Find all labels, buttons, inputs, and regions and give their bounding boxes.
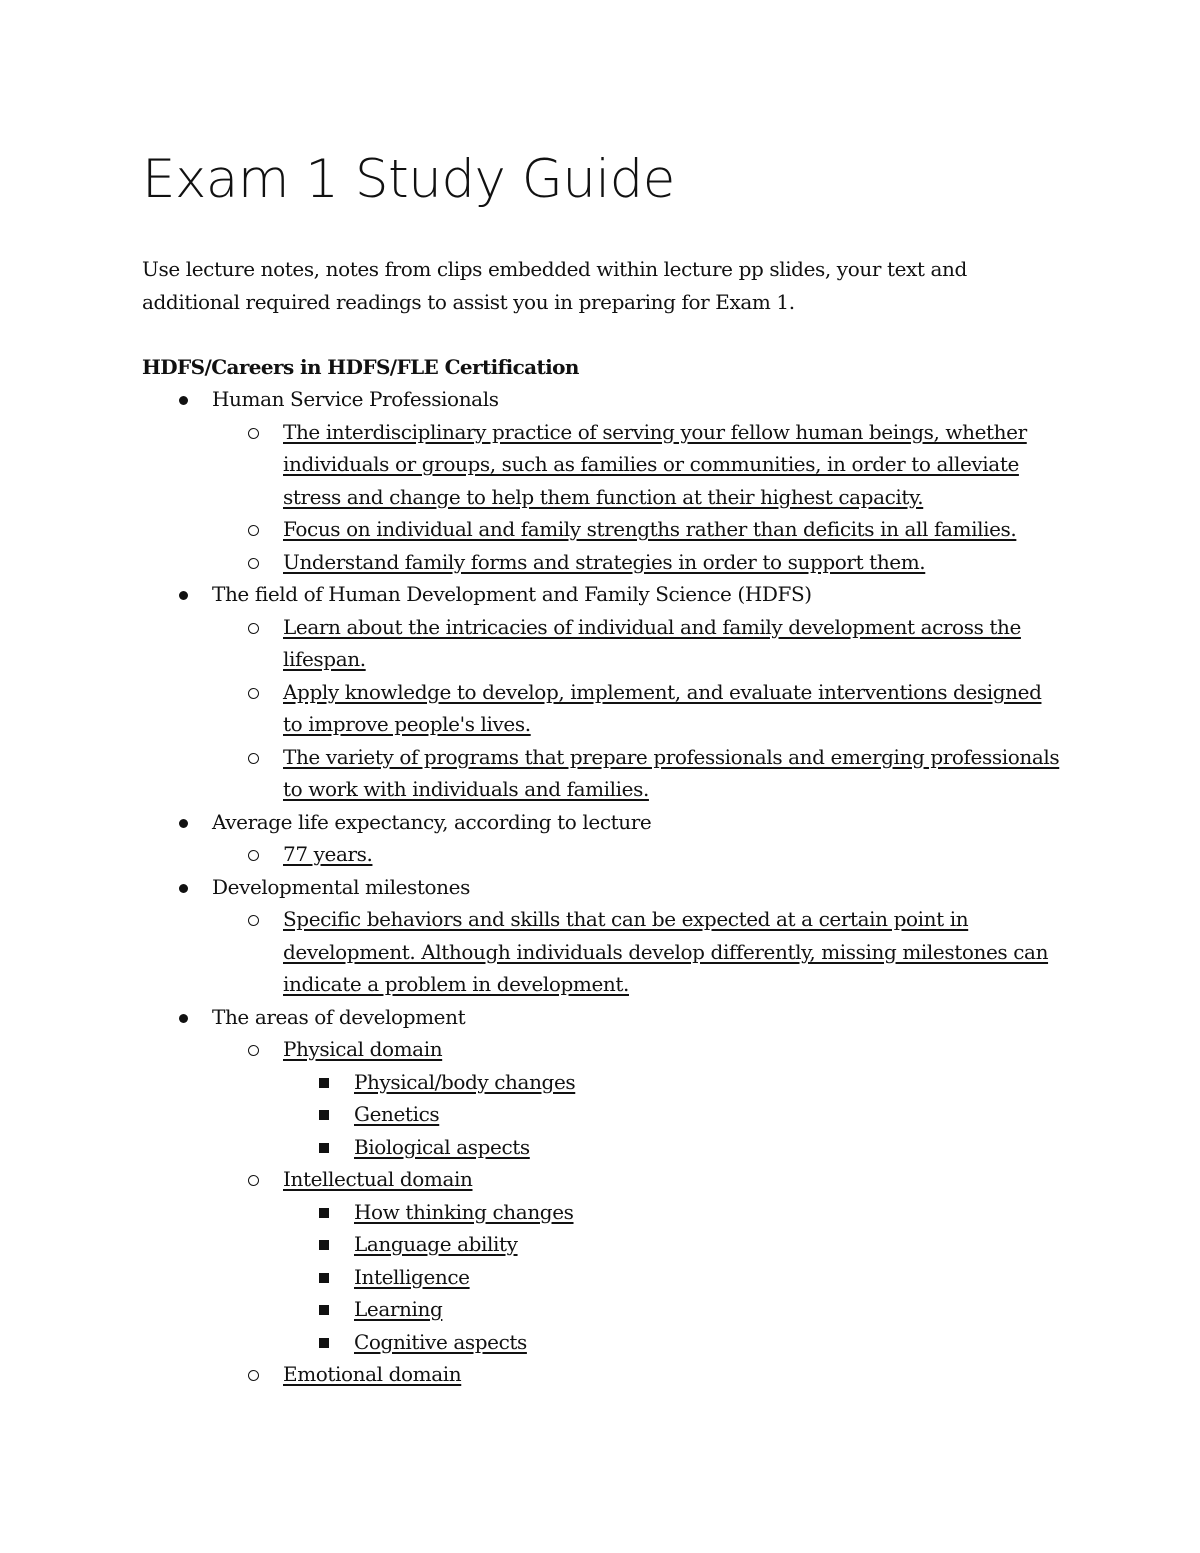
subtopic-list [212,838,1062,871]
square-bullet-icon [319,1208,329,1218]
disc-bullet-icon [179,819,188,828]
square-bullet-icon [319,1273,329,1283]
detail-label: Genetics [354,1102,440,1126]
topic-item [142,578,1062,806]
detail-item [283,1066,1062,1099]
subtopic-list [212,416,1062,579]
section-heading: HDFS/Careers in HDFS/FLE Certification [142,354,579,379]
subtopic-label: Intellectual domain [283,1167,473,1191]
intro-paragraph: Use lecture notes, notes from clips embedded within lecture pp slides, your text and additional required readings to assist you in preparing for Exam 1. [142,257,967,314]
circle-bullet-icon [248,688,259,699]
topic-list [142,383,1062,1391]
disc-bullet-icon [179,396,188,405]
square-bullet-icon [319,1110,329,1120]
subtopic-item [212,546,1062,579]
topic-item [142,1001,1062,1391]
square-bullet-icon [319,1143,329,1153]
square-bullet-icon [319,1305,329,1315]
circle-bullet-icon [248,1370,259,1381]
subtopic-label: Focus on individual and family strengths rather than deficits in all families. [283,517,1017,541]
disc-bullet-icon [179,591,188,600]
subtopic-item [212,903,1062,1001]
subtopic-label: Physical domain [283,1037,443,1061]
circle-bullet-icon [248,1175,259,1186]
detail-label: Language ability [354,1232,518,1256]
subtopic-item [212,513,1062,546]
subtopic-item [212,741,1062,806]
detail-label: Learning [354,1297,443,1321]
circle-bullet-icon [248,915,259,926]
document-body [142,253,1062,1391]
circle-bullet-icon [248,623,259,634]
topic-label: Human Service Professionals [212,387,499,411]
detail-item [283,1326,1062,1359]
detail-item [283,1228,1062,1261]
disc-bullet-icon [179,1014,188,1023]
square-bullet-icon [319,1338,329,1348]
subtopic-item [212,1163,1062,1358]
detail-item [283,1098,1062,1131]
circle-bullet-icon [248,753,259,764]
topic-label: Average life expectancy, according to lecture [212,809,652,834]
topic-label: The field of Human Development and Family Science (HDFS) [212,582,812,606]
subtopic-label: Learn about the intricacies of individual and family development across the lifespan. [283,614,1021,671]
square-bullet-icon [319,1240,329,1250]
subtopic-label: The variety of programs that prepare professionals and emerging professionals to work with individuals and families. [283,744,1060,801]
subtopic-list [212,611,1062,806]
detail-item [283,1131,1062,1164]
topic-item [142,871,1062,1001]
topic-label: Developmental milestones [212,874,470,899]
subtopic-item [212,416,1062,514]
circle-bullet-icon [248,428,259,439]
detail-item [283,1293,1062,1326]
circle-bullet-icon [248,1045,259,1056]
square-bullet-icon [319,1078,329,1088]
topic-label: The areas of development [212,1004,466,1029]
detail-item [283,1261,1062,1294]
detail-item [283,1196,1062,1229]
topic-item [142,806,1062,871]
subtopic-item [212,1358,1062,1391]
page-title: Exam 1 Study Guide [142,149,675,210]
subtopic-label: Understand family forms and strategies in order to support them. [283,549,926,574]
subtopic-label: 77 years. [283,842,373,866]
detail-list [283,1066,1062,1164]
disc-bullet-icon [179,884,188,893]
subtopic-item [212,1033,1062,1163]
subtopic-label: Specific behaviors and skills that can be expected at a certain point in development. Although individuals develop differently, missing milestones can indicate a problem in development. [283,907,1049,996]
detail-label: Cognitive aspects [354,1329,527,1354]
subtopic-item [212,838,1062,871]
detail-label: Intelligence [354,1264,470,1289]
subtopic-item [212,611,1062,676]
circle-bullet-icon [248,850,259,861]
detail-label: Biological aspects [354,1134,530,1159]
subtopic-label: Apply knowledge to develop, implement, and evaluate interventions designed to improve people's lives. [283,679,1042,736]
detail-list [283,1196,1062,1359]
topic-item [142,383,1062,578]
circle-bullet-icon [248,525,259,536]
subtopic-list [212,903,1062,1001]
subtopic-label: The interdisciplinary practice of serving your fellow human beings, whether individuals or groups, such as families or communities, in order to alleviate stress and change to help them function at their highest capacity. [283,419,1027,509]
subtopic-label: Emotional domain [283,1362,462,1386]
subtopic-list [212,1033,1062,1391]
circle-bullet-icon [248,558,259,569]
subtopic-item [212,676,1062,741]
detail-label: How thinking changes [354,1199,574,1224]
detail-label: Physical/body changes [354,1069,576,1094]
